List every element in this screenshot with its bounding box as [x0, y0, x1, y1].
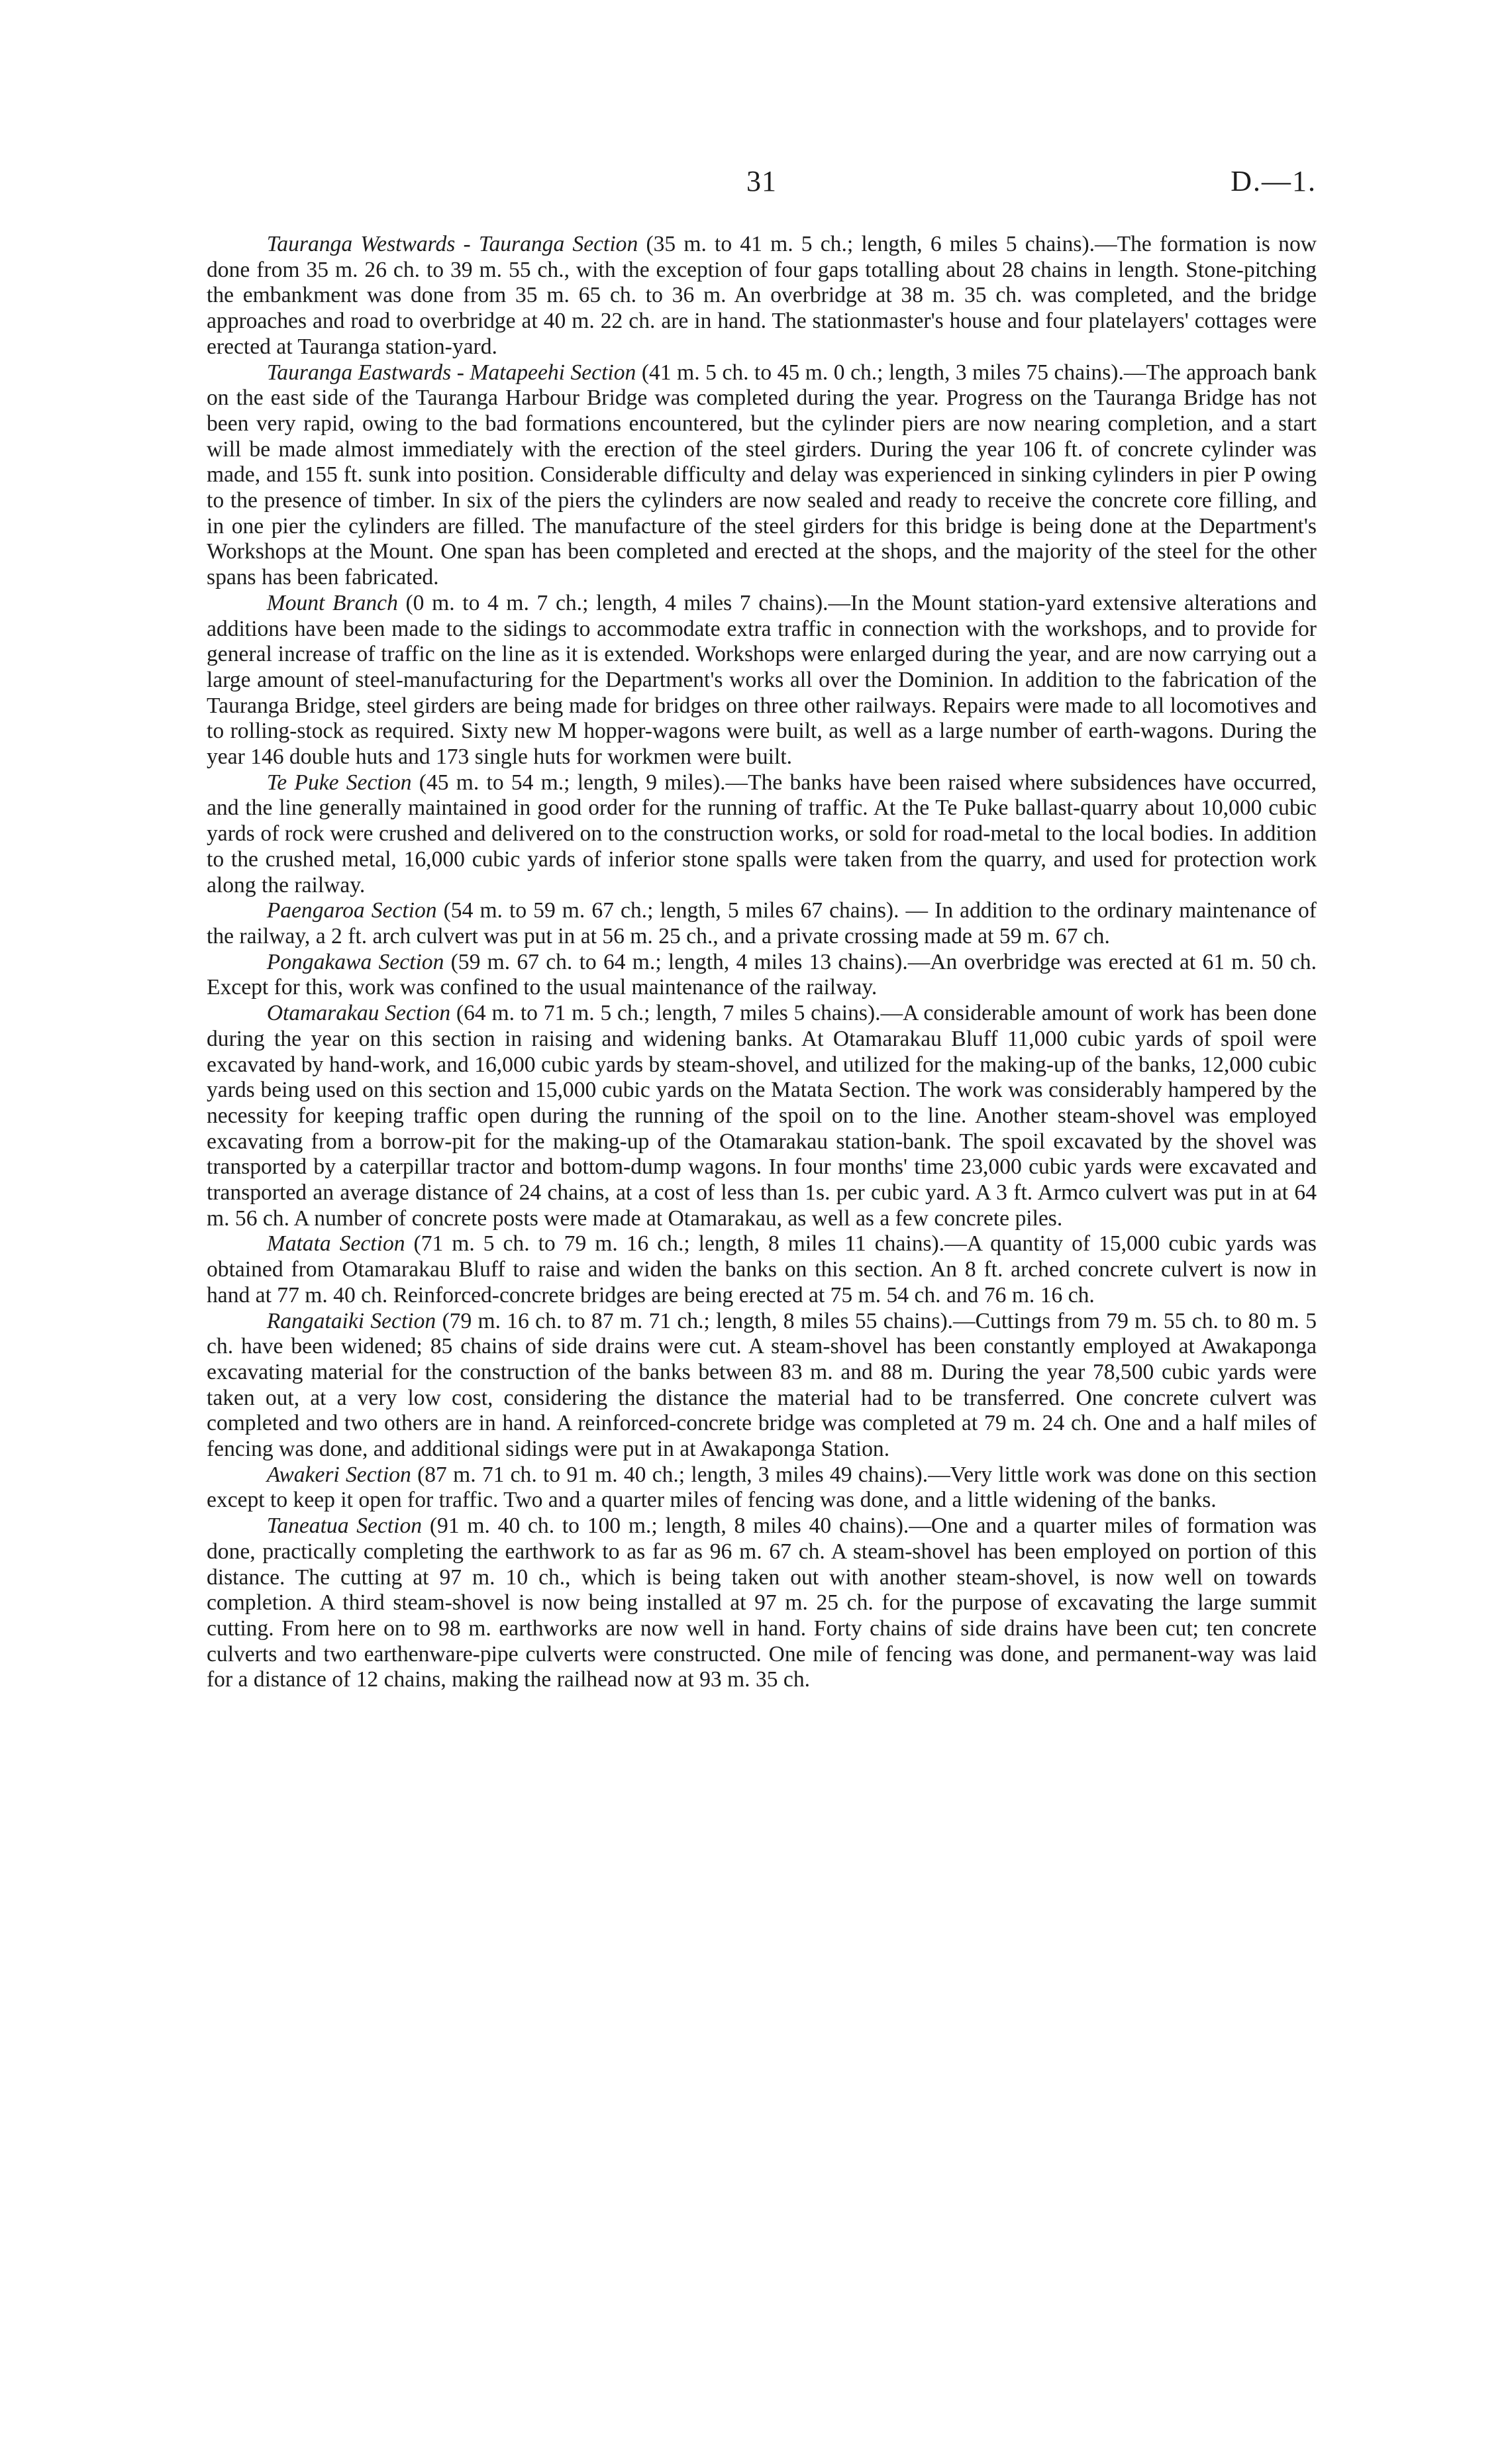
- section-title: Otamarakau Section: [266, 1001, 451, 1026]
- section-text: (79 m. 16 ch. to 87 m. 71 ch.; length, 8 miles 55 chains).—Cuttings from 79 m. 55 ch. to 80 m. 5 ch. have been widened; 85 chains of side drains were cut. A steam-shovel has been constantly employed at Awakaponga excavating material for the construction of the banks between 83 m. and 88 m. During the year 78,500 cubic yards were taken out, at a very low cost, considering the distance the material had to be transferred. One concrete culvert was completed and two others are in hand. A reinforced-concrete bridge was completed at 79 m. 24 ch. One and a half miles of fencing was done, and additional sidings were put in at Awakaponga Station.: [207, 1308, 1317, 1462]
- section-text: (35 m. to 41 m. 5 ch.; length, 6 miles 5 chains).—The formation is now done from 35 m. 26 ch. to 39 m. 55 ch., with the exception of four gaps totalling about 28 chains in length. Stone-pitching the embankment was done from 35 m. 65 ch. to 36 m. An overbridge at 38 m. 35 ch. was completed, and the bridge approaches and road to overbridge at 40 m. 22 ch. are in hand. The stationmaster's house and four platelayers' cottages were erected at Tauranga station-yard.: [207, 232, 1317, 359]
- section-title: Taneatua Section: [266, 1514, 423, 1539]
- section-text: (0 m. to 4 m. 7 ch.; length, 4 miles 7 chains).—In the Mount station-yard extensive alterations and additions have been made to the sidings to accommodate extra traffic in connection with the workshops, and to provide for general increase of traffic on the line as it is extended. Workshops were enlarged during the year, and are now carrying out a large amount of steel-manufacturing for the Department's works all over the Dominion. In addition to the fabrication of the Tauranga Bridge, steel girders are being made for bridges on three other railways. Repairs were made to all locomotives and to rolling-stock as required. Sixty new M hopper-wagons were built, as well as a large number of earth-wagons. During the year 146 double huts and 173 single huts for workmen were built.: [207, 590, 1317, 770]
- paragraph-taneatua: [207, 1514, 1317, 1693]
- section-text: (71 m. 5 ch. to 79 m. 16 ch.; length, 8 miles 11 chains).—A quantity of 15,000 cubic yards was obtained from Otamarakau Bluff to raise and widen the banks on this section. An 8 ft. arched concrete culvert is now in hand at 77 m. 40 ch. Reinforced-concrete bridges are being erected at 75 m. 54 ch. and 76 m. 16 ch.: [207, 1231, 1317, 1308]
- page-header: [207, 164, 1317, 211]
- paragraph-pongakawa: [207, 950, 1317, 1001]
- document-reference: D.—1.: [1231, 165, 1317, 197]
- section-title: Paengaroa Section: [266, 898, 437, 923]
- paragraph-paengaroa: [207, 898, 1317, 949]
- section-text: (87 m. 71 ch. to 91 m. 40 ch.; length, 3 miles 49 chains).—Very little work was done on this section except to keep it open for traffic. Two and a quarter miles of fencing was done, and a little widening of the banks.: [207, 1462, 1317, 1513]
- paragraph-matata: [207, 1231, 1317, 1308]
- section-text: (41 m. 5 ch. to 45 m. 0 ch.; length, 3 miles 75 chains).—The approach bank on the east side of the Tauranga Harbour Bridge was completed during the year. Progress on the Tauranga Bridge has not been very rapid, owing to the bad formations encountered, but the cylinder piers are now nearing completion, and a start will be made almost immediately with the erection of the steel girders. During the year 106 ft. of concrete cylinder was made, and 155 ft. sunk into position. Considerable difficulty and delay was experienced in sinking cylinders in pier P owing to the presence of timber. In six of the piers the cylinders are now sealed and ready to receive the concrete core filling, and in one pier the cylinders are filled. The manufacture of the steel girders for this bridge is being done at the Department's Workshops at the Mount. One span has been completed and erected at the shops, and the majority of the steel for the other spans has been fabricated.: [207, 360, 1317, 590]
- paragraph-tauranga-westwards: [207, 232, 1317, 360]
- report-body: [207, 232, 1317, 1693]
- section-title: Te Puke Section: [266, 770, 412, 795]
- paragraph-rangataiki: [207, 1309, 1317, 1463]
- paragraph-otamarakau: [207, 1001, 1317, 1231]
- paragraph-te-puke: [207, 770, 1317, 899]
- paragraph-awakeri: [207, 1463, 1317, 1514]
- section-text: (45 m. to 54 m.; length, 9 miles).—The banks have been raised where subsidences have occurred, and the line generally maintained in good order for the running of traffic. At the Te Puke ballast-quarry about 10,000 cubic yards of rock were crushed and delivered on to the construction works, or sold for road-metal to the local bodies. In addition to the crushed metal, 16,000 cubic yards of inferior stone spalls were taken from the quarry, and used for protection work along the railway.: [207, 770, 1317, 898]
- section-text: (59 m. 67 ch. to 64 m.; length, 4 miles 13 chains).—An overbridge was erected at 61 m. 50 ch. Except for this, work was confined to the usual maintenance of the railway.: [207, 949, 1317, 1000]
- section-title: Pongakawa Section: [266, 949, 444, 974]
- section-text: (91 m. 40 ch. to 100 m.; length, 8 miles 40 chains).—One and a quarter miles of formation was done, practically completing the earthwork to as far as 96 m. 67 ch. A steam-shovel has been employed on portion of this distance. The cutting at 97 m. 10 ch., which is being taken out with another steam-shovel, is now well on towards completion. A third steam-shovel is now being installed at 97 m. 25 ch. for the purpose of excavating the large summit cutting. From here on to 98 m. earthworks are now well in hand. Forty chains of side drains have been cut; ten concrete culverts and two earthenware-pipe culverts were constructed. One mile of fencing was done, and permanent-way was laid for a distance of 12 chains, making the railhead now at 93 m. 35 ch.: [207, 1514, 1317, 1692]
- section-title: Rangataiki Section: [266, 1308, 436, 1333]
- section-text: (64 m. to 71 m. 5 ch.; length, 7 miles 5 chains).—A considerable amount of work has been done during the year on this section in raising and widening banks. At Otamarakau Bluff 11,000 cubic yards of spoil were excavated by hand-work, and 16,000 cubic yards by steam-shovel, and utilized for the making-up of the banks, 12,000 cubic yards being used on this section and 15,000 cubic yards on the Matata Section. The work was considerably hampered by the necessity for keeping traffic open during the running of the spoil on to the line. Another steam-shovel was employed excavating from a borrow-pit for the making-up of the Otamarakau station-bank. The spoil excavated by the shovel was transported by a caterpillar tractor and bottom-dump wagons. In four months' time 23,000 cubic yards were excavated and transported an average distance of 24 chains, at a cost of less than 1s. per cubic yard. A 3 ft. Armco culvert was put in at 64 m. 56 ch. A number of concrete posts were made at Otamarakau, as well as a few concrete piles.: [207, 1001, 1317, 1231]
- paragraph-tauranga-eastwards: [207, 360, 1317, 591]
- paragraph-mount-branch: [207, 591, 1317, 770]
- section-text: (54 m. to 59 m. 67 ch.; length, 5 miles 67 chains). — In addition to the ordinary maintenance of the railway, a 2 ft. arch culvert was put in at 56 m. 25 ch., and a private crossing made at 59 m. 67 ch.: [207, 898, 1317, 949]
- section-title: Mount Branch: [266, 590, 398, 615]
- section-title: Awakeri Section: [266, 1462, 411, 1487]
- section-title: Tauranga Eastwards - Matapeehi Section: [266, 360, 636, 385]
- section-title: Tauranga Westwards - Tauranga Section: [266, 232, 638, 256]
- section-title: Matata Section: [266, 1231, 405, 1257]
- page-number: 31: [746, 165, 777, 197]
